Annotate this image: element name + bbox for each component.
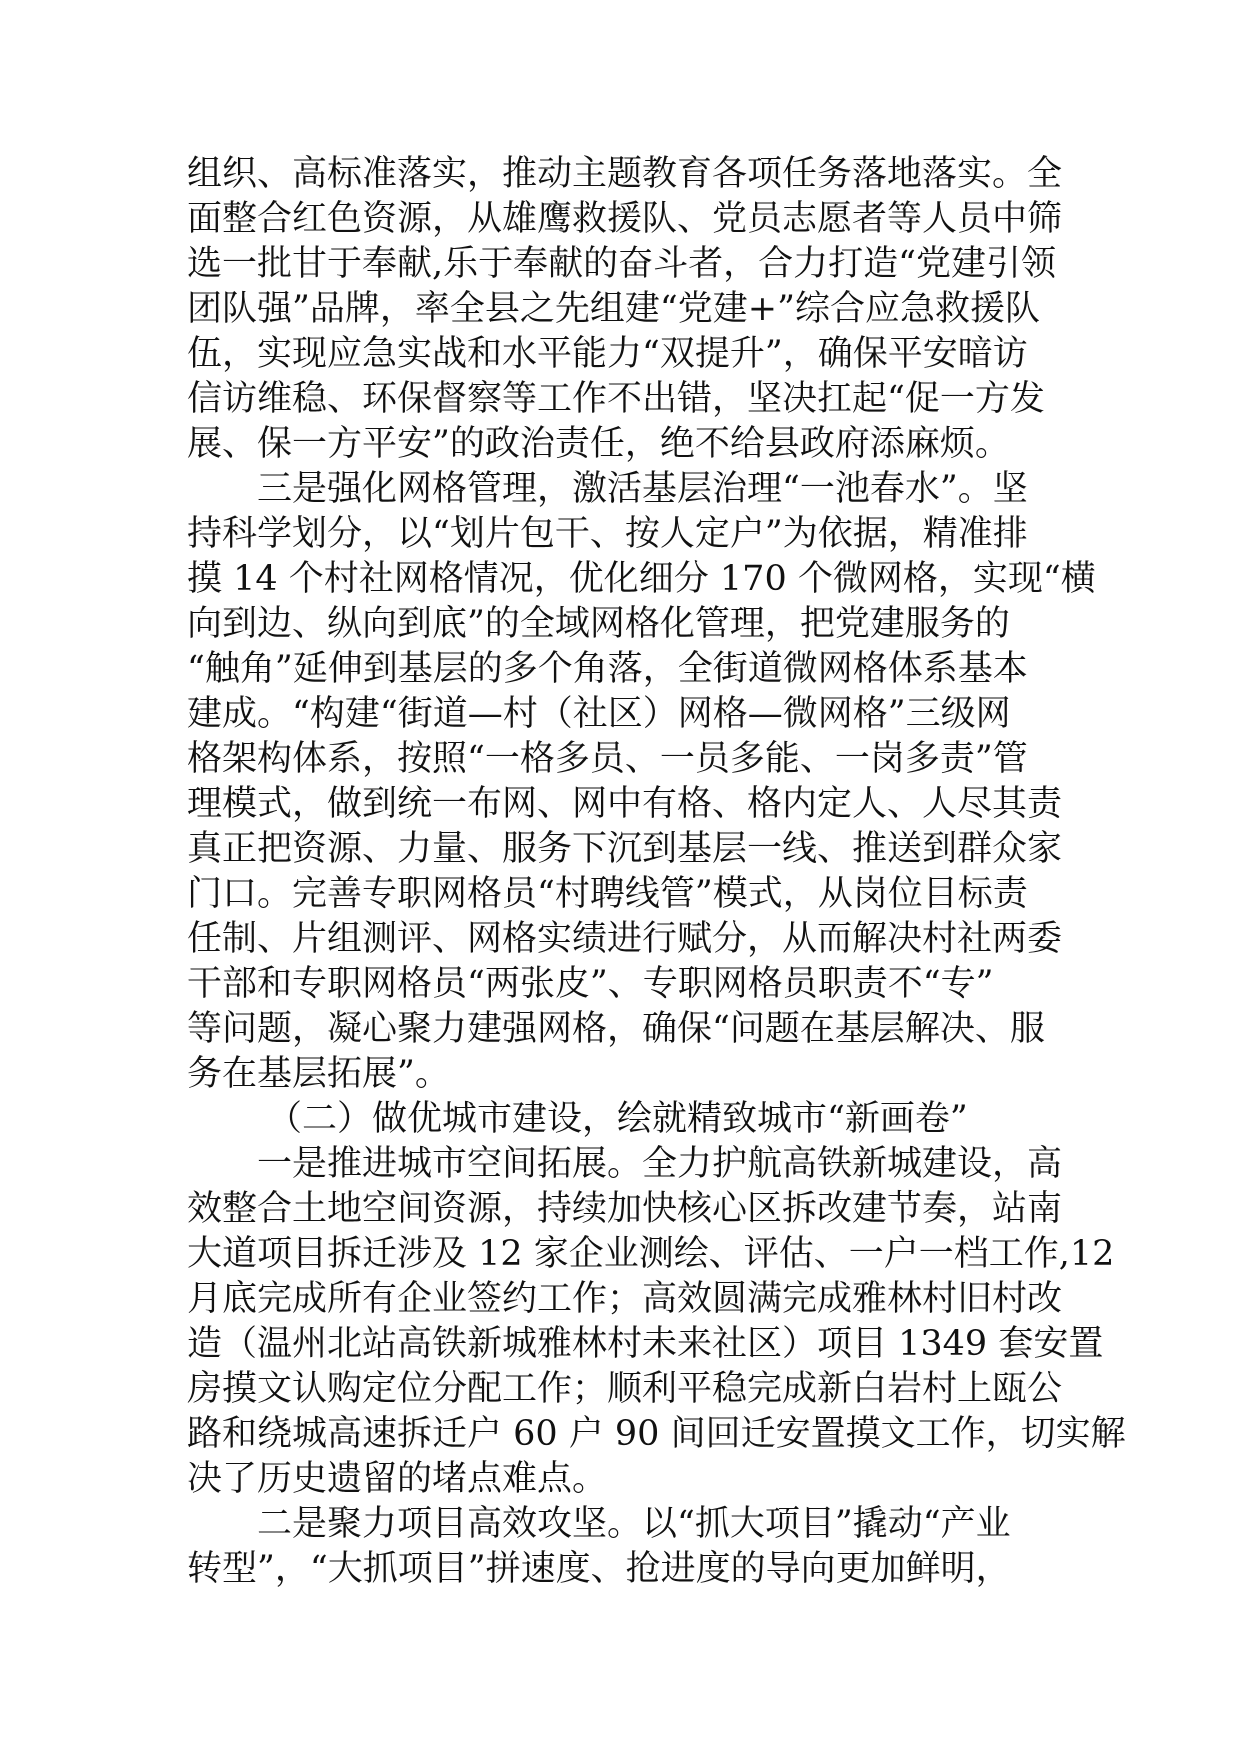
text-line: 信访维稳、环保督察等工作不出错，坚决扛起“促一方发 bbox=[187, 379, 1045, 419]
text-line: 选一批甘于奉献,乐于奉献的奋斗者，合力打造“党建引领 bbox=[187, 244, 1057, 284]
text-line: 理模式，做到统一布网、网中有格、格内定人、人尽其责 bbox=[187, 784, 1063, 824]
text-line: “触角”延伸到基层的多个角落，全街道微网格体系基本 bbox=[187, 649, 1028, 689]
text-line: 大道项目拆迁涉及 12 家企业测绘、评估、一户一档工作,12 bbox=[187, 1234, 1115, 1274]
text-line: 等问题，凝心聚力建强网格，确保“问题在基层解决、服 bbox=[187, 1009, 1045, 1049]
text-line: 决了历史遗留的堵点难点。 bbox=[187, 1459, 608, 1499]
text-line: 月底完成所有企业签约工作；高效圆满完成雅林村旧村改 bbox=[187, 1279, 1063, 1319]
paragraph-start-line: 一是推进城市空间拓展。全力护航高铁新城建设，高 bbox=[257, 1144, 1063, 1184]
text-line: 建成。“构建“街道—村（社区）网格—微网格”三级网 bbox=[187, 694, 1011, 734]
text-line: 门口。完善专职网格员“村聘线管”模式，从岗位目标责 bbox=[187, 874, 1028, 914]
paragraph-start-line: 三是强化网格管理，激活基层治理“一池春水”。坚 bbox=[257, 469, 1028, 509]
text-line: 务在基层拓展”。 bbox=[187, 1054, 450, 1094]
text-line: 伍，实现应急实战和水平能力“双提升”，确保平安暗访 bbox=[187, 334, 1028, 374]
text-line: 持科学划分，以“划片包干、按人定户”为依据，精准排 bbox=[187, 514, 1028, 554]
text-line: 面整合红色资源，从雄鹰救援队、党员志愿者等人员中筛 bbox=[187, 199, 1063, 239]
text-line: 团队强”品牌，率全县之先组建“党建+”综合应急救援队 bbox=[187, 289, 1041, 329]
text-line: 真正把资源、力量、服务下沉到基层一线、推送到群众家 bbox=[187, 829, 1063, 869]
paragraph-start-line: 二是聚力项目高效攻坚。以“抓大项目”撬动“产业 bbox=[257, 1504, 1011, 1544]
text-line: 干部和专职网格员“两张皮”、专职网格员职责不“专” bbox=[187, 964, 994, 1004]
section-heading: （二）做优城市建设，绘就精致城市“新画卷” bbox=[267, 1099, 968, 1139]
text-line: 展、保一方平安”的政治责任，绝不给县政府添麻烦。 bbox=[187, 424, 1010, 464]
text-line: 路和绕城高速拆迁户 60 户 90 间回迁安置摸文工作，切实解 bbox=[187, 1414, 1126, 1454]
text-line: 效整合土地空间资源，持续加快核心区拆改建节奏，站南 bbox=[187, 1189, 1063, 1229]
text-line: 格架构体系，按照“一格多员、一员多能、一岗多责”管 bbox=[187, 739, 1028, 779]
text-line: 向到边、纵向到底”的全域网格化管理，把党建服务的 bbox=[187, 604, 1010, 644]
text-line: 转型”，“大抓项目”拼速度、抢进度的导向更加鲜明， bbox=[187, 1549, 1011, 1589]
text-line: 房摸文认购定位分配工作；顺利平稳完成新白岩村上瓯公 bbox=[187, 1369, 1063, 1409]
text-line: 造（温州北站高铁新城雅林村未来社区）项目 1349 套安置 bbox=[187, 1324, 1104, 1364]
text-line: 任制、片组测评、网格实绩进行赋分，从而解决村社两委 bbox=[187, 919, 1063, 959]
document-body bbox=[187, 152, 1126, 1592]
text-line: 摸 14 个村社网格情况，优化细分 170 个微网格，实现“横 bbox=[187, 559, 1096, 599]
text-line: 组织、高标准落实，推动主题教育各项任务落地落实。全 bbox=[187, 154, 1063, 194]
